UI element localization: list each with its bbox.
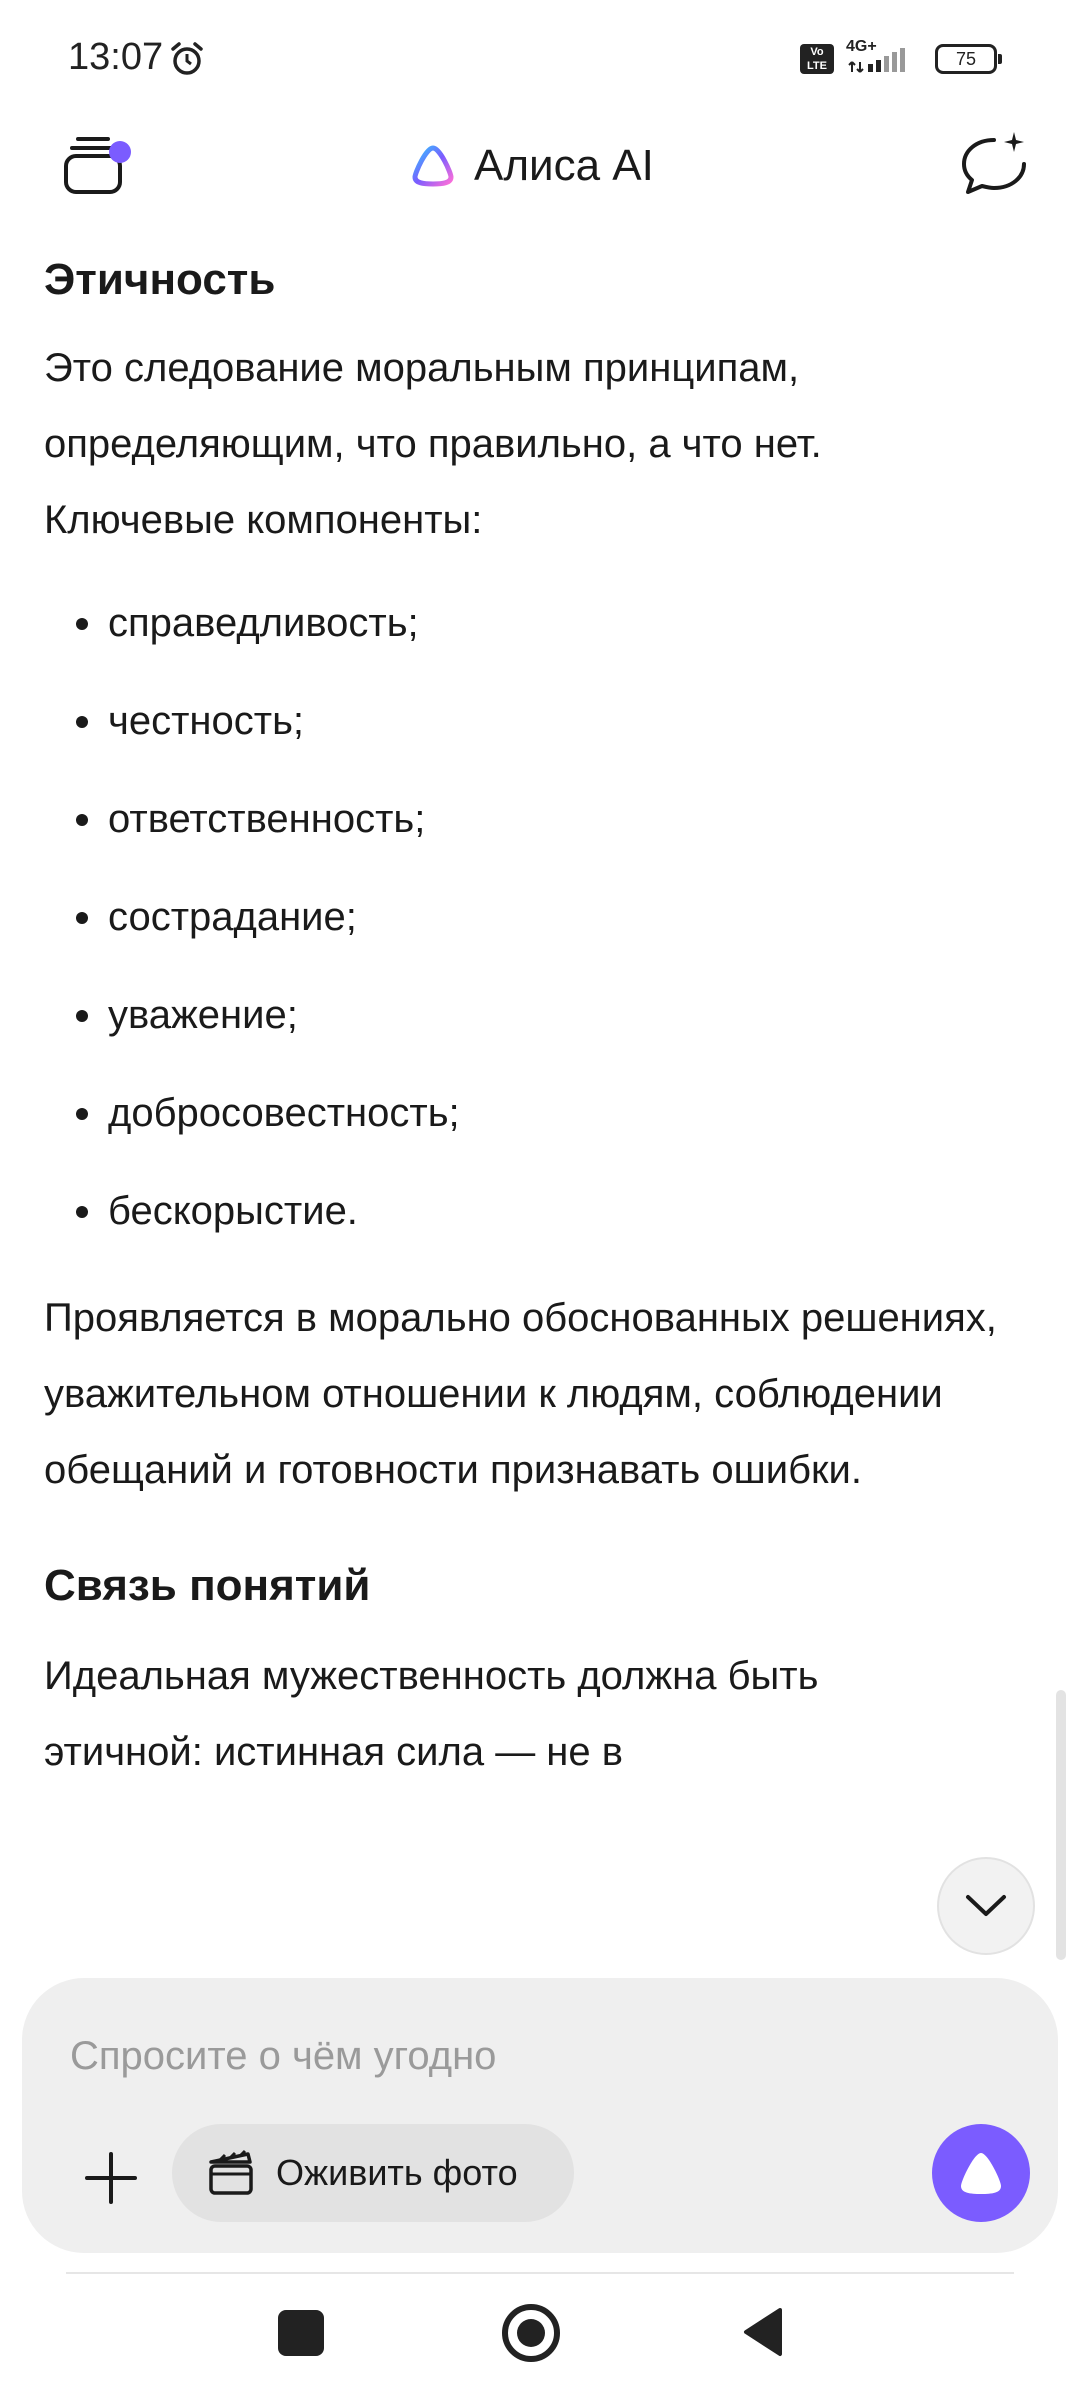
list-item: сострадание; — [44, 868, 1004, 966]
list-item: уважение; — [44, 966, 1004, 1064]
app-title-group — [410, 118, 654, 214]
assistant-message — [44, 230, 1004, 1790]
divider — [66, 2272, 1014, 2274]
list-item: добросовестность; — [44, 1064, 1004, 1162]
battery-icon — [935, 44, 997, 74]
new-chat-button[interactable] — [954, 126, 1034, 206]
clapperboard-icon — [206, 2148, 256, 2198]
section-connection-text: Идеальная мужественность должна быть этичной: истинная сила — не в — [44, 1654, 819, 1774]
animate-photo-chip[interactable] — [172, 2124, 574, 2222]
app-header — [0, 118, 1080, 228]
scroll-to-bottom-button[interactable] — [937, 1857, 1035, 1955]
message-composer — [22, 1978, 1058, 2253]
section-ethics-outro: Проявляется в морально обоснованных решениях, уважительном отношении к людям, соблюдении обещаний и готовности признавать ошибки. — [44, 1296, 997, 1492]
section-title-ethics: Этичность — [44, 255, 276, 304]
signal-strength-icon — [848, 44, 910, 74]
section-ethics-intro: Это следование моральным принципам, определяющим, что правильно, а что нет. Ключевые компоненты: — [44, 346, 822, 542]
volte-line1: Vo — [810, 46, 824, 58]
list-item: ответственность; — [44, 770, 1004, 868]
battery-level: 75 — [955, 49, 977, 69]
new-chat-icon — [954, 126, 1034, 206]
section-title-connection: Связь понятий — [44, 1561, 371, 1610]
scrollbar[interactable] — [1056, 1690, 1066, 1960]
back-button[interactable] — [740, 2306, 784, 2358]
alice-voice-button[interactable] — [932, 2124, 1030, 2222]
home-button[interactable] — [502, 2304, 560, 2362]
chevron-down-icon — [964, 1892, 1008, 1920]
volte-badge — [800, 44, 834, 74]
chats-history-button[interactable] — [62, 126, 142, 206]
network-type: 4G+ — [846, 38, 877, 55]
list-item: честность; — [44, 672, 1004, 770]
alarm-clock-icon — [168, 40, 206, 78]
app-title: Алиса AI — [474, 141, 654, 190]
ethics-components-list — [44, 574, 1004, 1260]
status-time: 13:07 — [68, 36, 164, 78]
status-bar — [0, 0, 1080, 118]
alice-shape-icon — [955, 2147, 1007, 2199]
chats-history-icon — [62, 126, 142, 206]
volte-line2: LTE — [807, 60, 827, 72]
alice-logo-icon — [410, 143, 456, 189]
recents-button[interactable] — [278, 2310, 324, 2356]
animate-photo-label: Оживить фото — [276, 2152, 518, 2193]
system-navigation-bar — [0, 2276, 1080, 2400]
attach-button[interactable] — [66, 2133, 156, 2223]
message-input[interactable] — [70, 2026, 870, 2086]
list-item: бескорыстие. — [44, 1162, 1004, 1260]
list-item: справедливость; — [44, 574, 1004, 672]
plus-icon — [83, 2150, 139, 2206]
